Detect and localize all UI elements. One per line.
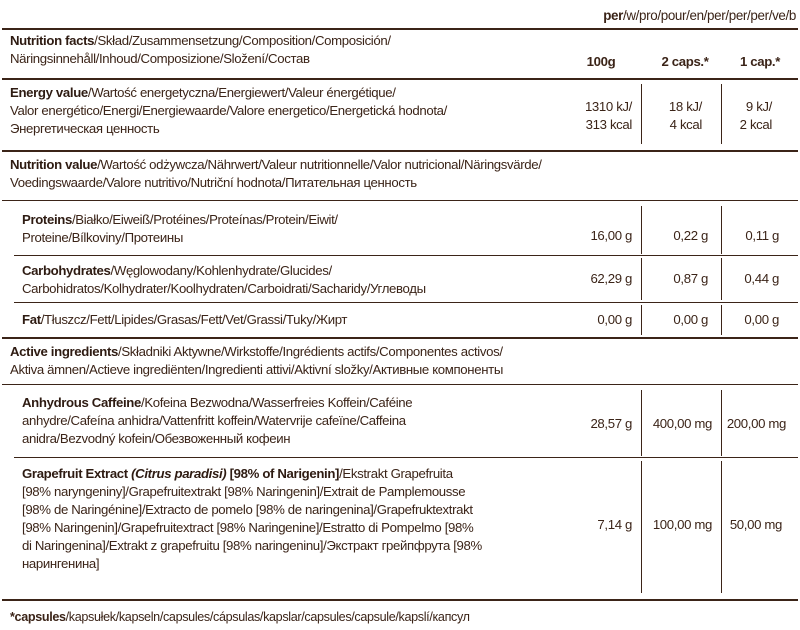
footnote-rest: /kapsułek/kapseln/capsules/cápsulas/kapslar/capsules/capsule/kapslí/капсул [65, 610, 470, 624]
grapefruit-label-line5: di Naringenina]/Extrakt z grapefruitu [98% naringeninu]/Экстракт грейпфрута [98% [22, 538, 482, 553]
caffeine-label-line2: anhydre/Cafeína anhidra/Vattenfritt koffein/Watervrije cafeïne/Caffeina [22, 413, 406, 428]
energy-2caps-kj: 18 kJ/ [668, 99, 702, 114]
grapefruit-label-line3: [98% de Naringénine]/Extracto de pomelo [98% de naringenina]/Grapefruktextrakt [22, 502, 473, 517]
rule-after-active [2, 384, 798, 385]
carbohydrates-1cap: 0,44 g [744, 271, 779, 286]
top-rule [2, 28, 798, 30]
rule-after-energy [2, 150, 798, 152]
energy-2caps-kcal: 4 kcal [669, 117, 702, 132]
caffeine-2caps: 400,00 mg [652, 416, 712, 431]
proteins-100g: 16,00 g [590, 228, 632, 243]
active-label-line1: /Składniki Aktywne/Wirkstoffe/Ingrédients actifs/Componentes activos/ [118, 344, 503, 359]
proteins-2caps: 0,22 g [673, 228, 708, 243]
energy-100g-kcal: 313 kcal [585, 117, 632, 132]
footnote [10, 609, 470, 625]
header-title-line1: /Skład/Zusammensetzung/Composition/Composición/ [94, 33, 391, 48]
nutrition-value-bold: Nutrition value [10, 157, 98, 172]
rule-after-proteins [14, 255, 798, 256]
proteins-label-bold: Proteins [22, 212, 72, 227]
active-label-line2: Aktiva ämnen/Actieve ingrediënten/Ingredienti attivi/Aktivní složky/Активные компоненты [10, 362, 503, 377]
carbohydrates-100g: 62,29 g [590, 271, 632, 286]
energy-100g [566, 98, 632, 134]
per-rest: /w/pro/pour/en/per/per/per/ve/b [622, 8, 796, 23]
rule-after-nutrition-value [2, 200, 798, 201]
active-ingredients-label [10, 343, 790, 379]
grapefruit-1cap: 50,00 mg [729, 517, 782, 532]
energy-1cap [727, 98, 772, 134]
fat-2caps: 0,00 g [673, 312, 708, 327]
proteins-divider-1 [641, 206, 642, 254]
caffeine-divider-1 [641, 390, 642, 456]
proteins-label-line1: /Białko/Eiweiß/Protéines/Proteínas/Protein/Eiwit/ [71, 212, 338, 227]
carbohydrates-divider-1 [641, 258, 642, 300]
footnote-bold: *capsules [10, 610, 66, 624]
energy-1cap-kcal: 2 kcal [739, 117, 772, 132]
fat-100g: 0,00 g [597, 312, 632, 327]
fat-label-line1: /Tłuszcz/Fett/Lipides/Grasas/Fett/Vet/Grassi/Tuky/Жирт [40, 312, 348, 327]
grapefruit-100g: 7,14 g [597, 517, 632, 532]
carbohydrates-label-bold: Carbohydrates [22, 263, 111, 278]
caffeine-label-bold: Anhydrous Caffeine [22, 395, 141, 410]
grapefruit-label [22, 465, 562, 573]
energy-label-line1: /Wartość energetyczna/Energiewert/Valeur énergétique/ [87, 85, 396, 100]
carbohydrates-2caps: 0,87 g [673, 271, 708, 286]
grapefruit-label-line1: /Ekstrakt Grapefruita [339, 466, 453, 481]
nutrition-value-line2: Voedingswaarde/Valore nutritivo/Nutriční hodnota/Питательная ценность [10, 175, 417, 190]
nutrition-value-label [10, 156, 790, 192]
fat-divider-1 [641, 305, 642, 335]
per-header [603, 8, 796, 23]
per-bold: per [603, 8, 623, 23]
proteins-label-line2: Proteine/Bílkoviny/Протеины [22, 230, 183, 245]
nutrition-value-line1: /Wartość odżywcza/Nährwert/Valeur nutritionnelle/Valor nutricional/Näringsvärde/ [97, 157, 542, 172]
energy-label [10, 84, 570, 138]
energy-label-line2: Valor energético/Energi/Energiewaarde/Valore energetico/Energetická hodnota/ [10, 103, 447, 118]
rule-after-caffeine [14, 457, 798, 458]
caffeine-1cap: 200,00 mg [726, 416, 786, 431]
bottom-rule [2, 599, 798, 601]
energy-label-bold: Energy value [10, 85, 88, 100]
grapefruit-divider-2 [721, 461, 722, 593]
energy-divider-2 [721, 84, 722, 144]
fat-1cap: 0,00 g [744, 312, 779, 327]
grapefruit-label-bold-2: [98% of Narigenin] [226, 466, 340, 481]
grapefruit-label-line4: [98% Naringenin]/Grapefruitextract [98% Naringenine]/Estratto di Pompelmo [98% [22, 520, 474, 535]
carbohydrates-label-line2: Carbohidratos/Kolhydrater/Koolhydraten/Carboidrati/Sacharidy/Углеводы [22, 281, 426, 296]
grapefruit-label-latin: (Citrus paradisi) [131, 466, 227, 481]
grapefruit-divider-1 [641, 461, 642, 593]
grapefruit-label-line2: [98% naryngeniny]/Grapefruitextrakt [98% Naringenin]/Extrait de Pamplemousse [22, 484, 466, 499]
proteins-1cap: 0,11 g [745, 228, 779, 243]
rule-after-carbohydrates [14, 302, 798, 303]
energy-100g-kj: 1310 kJ/ [584, 99, 632, 114]
rule-after-header [2, 78, 798, 80]
grapefruit-label-bold-1: Grapefruit Extract [22, 466, 132, 481]
caffeine-label-line1: /Kofeina Bezwodna/Wasserfreies Koffein/Caféine [141, 395, 413, 410]
caffeine-100g: 28,57 g [590, 416, 632, 431]
caffeine-label [22, 394, 562, 448]
grapefruit-2caps: 100,00 mg [652, 517, 712, 532]
col-header-100g: 100g [586, 54, 616, 69]
caffeine-label-line3: anidra/Bezvodný kofein/Обезвоженный кофеин [22, 431, 291, 446]
fat-label-bold: Fat [22, 312, 41, 327]
col-header-2caps: 2 caps.* [661, 54, 709, 69]
fat-divider-2 [721, 305, 722, 335]
energy-label-line3: Энергетическая ценность [10, 121, 160, 136]
header-title-bold: Nutrition facts [10, 33, 95, 48]
grapefruit-label-line6: нарингенина] [22, 556, 100, 571]
carbohydrates-label [22, 262, 562, 298]
header-title [10, 32, 570, 68]
header-title-line2: Näringsinnehåll/Inhoud/Composizione/Složení/Состав [10, 51, 310, 66]
col-header-1cap: 1 cap.* [739, 54, 781, 69]
caffeine-divider-2 [721, 390, 722, 456]
rule-after-fat [2, 337, 798, 339]
energy-2caps [646, 98, 702, 134]
energy-divider-1 [641, 84, 642, 144]
proteins-label [22, 211, 562, 247]
energy-1cap-kj: 9 kJ/ [745, 99, 772, 114]
active-label-bold: Active ingredients [10, 344, 119, 359]
carbohydrates-label-line1: /Węglowodany/Kohlenhydrate/Glucides/ [110, 263, 332, 278]
fat-label [22, 311, 562, 329]
carbohydrates-divider-2 [721, 258, 722, 300]
proteins-divider-2 [721, 206, 722, 254]
